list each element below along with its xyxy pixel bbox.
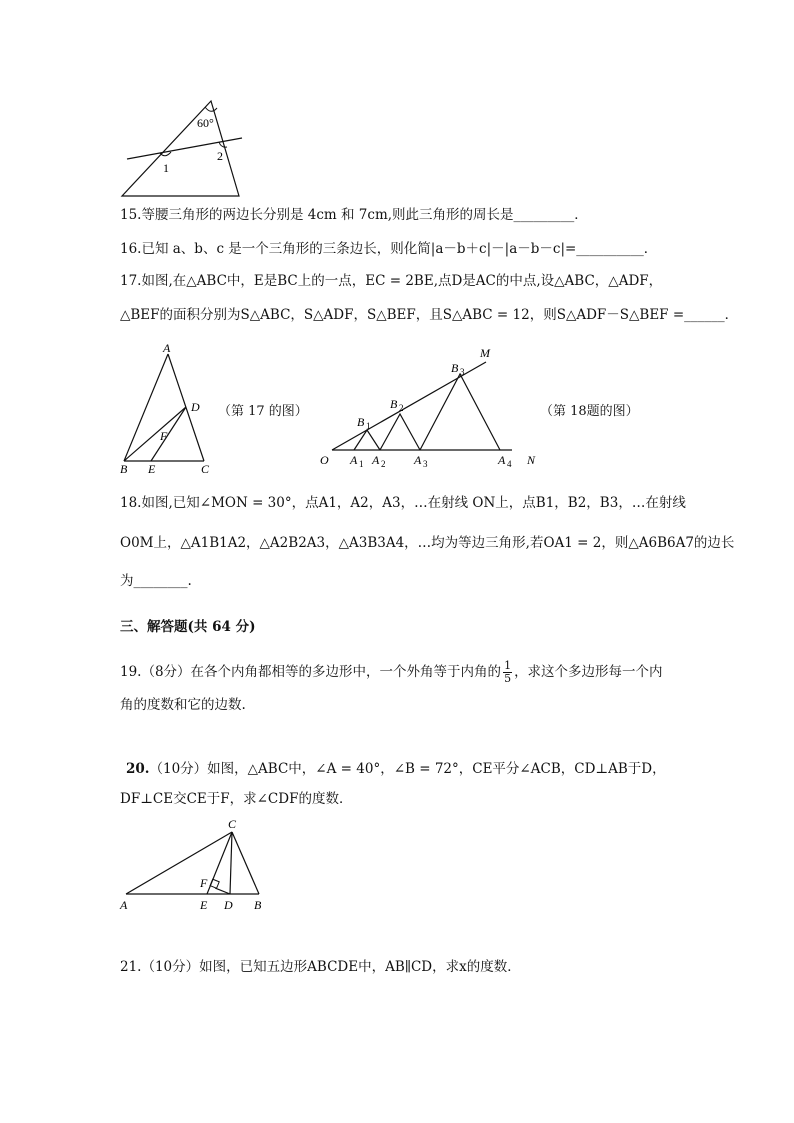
fig18-label-A4: A [498,453,506,467]
fig20-label-C: C [228,817,237,831]
question-18-line2: O0M上，△A1B1A2，△A2B2A3，△A3B3A4，…均为等边三角形,若OA1 = 2，则△A6B6A7的边长 [120,535,735,551]
fig17-label-B: B [120,462,128,475]
fig18-label-A3: A [414,453,422,467]
fig18-label-B2: B [390,397,398,411]
figure-top-triangle [115,95,255,200]
angle-2-label: 2 [217,149,223,163]
fig17-label-A: A [163,341,171,355]
fig18-sub-B1: 1 [366,421,371,431]
fig18-label-A1: A [350,453,358,467]
fig18-label-N: N [527,453,536,467]
fig18-label-O: O [320,453,329,467]
fig18-sub-B2: 2 [399,403,404,413]
fig18-sub-A3: 3 [423,459,428,469]
question-20-text: （10分）如图，△ABC中，∠A = 40°，∠B = 72°，CE平分∠ACB，CD⊥AB于D， [149,761,666,777]
question-18-line3: 为________. [120,573,192,589]
question-19-line1 [120,660,663,685]
section-3-heading: 三、解答题(共 64 分) [120,619,256,635]
question-18-line1: 18.如图,已知∠MON = 30°，点A1，A2，A3，…在射线 ON上，点B1，B2，B3，…在射线 [120,495,686,511]
fig18-label-M: M [480,346,490,360]
angle-1-label: 1 [163,161,169,175]
question-19-fraction [503,660,512,685]
fig20-label-F: F [200,876,208,890]
figure-18-caption: （第 18题的图） [540,404,639,419]
fraction-denominator: 5 [504,672,512,685]
fig18-sub-B3: 3 [460,367,465,377]
question-20-line1 [126,760,666,778]
fig18-sub-A1: 1 [359,459,364,469]
fig18-sub-A4: 4 [507,459,512,469]
angle-60-label: 60° [197,116,214,130]
fig20-label-B: B [254,898,262,912]
question-17-line1: 17.如图,在△ABC中，E是BC上的一点，EC = 2BE,点D是AC的中点,设△ABC，△ADF， [120,273,663,289]
fig20-label-A: A [120,898,128,912]
fig17-label-C: C [201,462,210,475]
fig20-label-E: E [200,898,208,912]
fig18-label-A2: A [372,453,380,467]
question-19-line2: 角的度数和它的边数. [120,697,246,713]
figure-20 [114,816,274,914]
fig18-sub-A2: 2 [381,459,386,469]
fig17-label-F: F [160,429,168,443]
fig17-label-D: D [191,400,200,414]
question-19-text-a: 19.（8分）在各个内角都相等的多边形中，一个外角等于内角的 [120,664,502,680]
fraction-numerator: 1 [504,659,512,672]
figure-17 [112,340,222,475]
fig17-label-E: E [148,462,156,475]
question-15: 15.等腰三角形的两边长分别是 4cm 和 7cm,则此三角形的周长是_________． [120,207,588,223]
fig20-label-D: D [224,898,233,912]
fig18-label-B3: B [451,361,459,375]
figure-18 [316,342,552,472]
question-19-text-b: ，求这个多边形每一个内 [514,664,663,680]
question-20-line2: DF⊥CE交CE于F，求∠CDF的度数． [120,791,353,807]
question-20-number: 20. [126,761,150,777]
question-16: 16.已知 a、b、c 是一个三角形的三条边长，则化简|a－b＋c|－|a－b－c|=__________． [120,241,658,257]
question-17-line2: △BEF的面积分别为S△ABC，S△ADF，S△BEF，且S△ABC = 12，则S△ADF－S△BEF =______． [120,307,739,323]
question-21: 21.（10分）如图，已知五边形ABCDE中，AB∥CD，求x的度数． [120,959,521,975]
figure-17-caption: （第 17 的图） [218,404,308,419]
fig18-label-B1: B [357,415,365,429]
